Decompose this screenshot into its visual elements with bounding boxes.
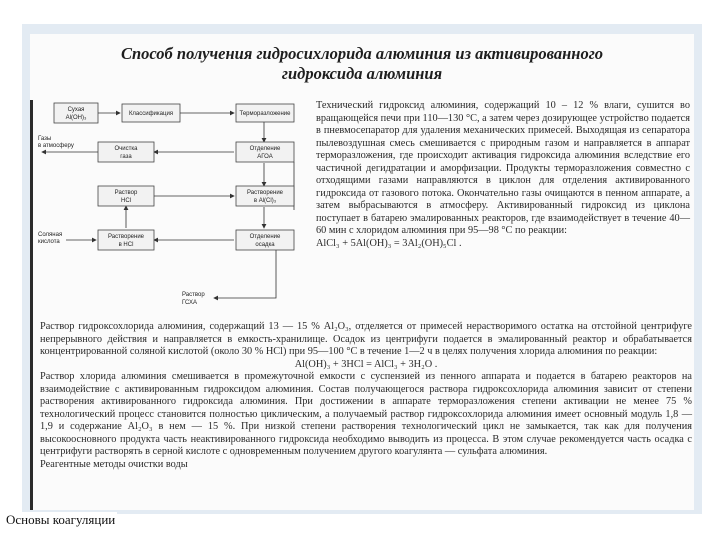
box-label: Раствор <box>114 190 138 196</box>
box-label: Сухая <box>67 107 85 113</box>
box-label: HCl <box>121 198 131 204</box>
box-label: Очистка <box>114 146 138 152</box>
box-label: Классификация <box>128 111 174 117</box>
flow-box-thermal-decomposition <box>236 104 294 122</box>
main-formula: Al(OH)₃ + 3HCl = AlCl₃ + 3H₂O . <box>294 358 438 370</box>
page-title <box>30 44 694 84</box>
side-paragraph <box>316 100 690 251</box>
box-label: в HCl <box>118 242 134 248</box>
title-line-2: гидроксида алюминия <box>281 64 443 83</box>
flow-box-dry-hydroxide <box>54 103 98 123</box>
box-label: Отделение <box>249 146 281 152</box>
box-label: Al(OH)₃ <box>65 115 87 121</box>
main-paragraph-2: Раствор хлорида алюминия смешивается в промежуточной емкости с суспензией из пенного аппарата и подается в батарею реакторов на взаимодействие с активированным гидроксидом алюминия. Состав получающегося раствора гидроксохлорида алюминия зависит от степени растворения активированного гидроксида алюминия. При достижении в аппарате терморазложения степени активации не менее 75 % технологический процесс становится полностью циклическим, а получаемый раствор гидроксохлорида алюминия имеет основный модуль 1,8 — 1,9 и содержание Al₂O₃ в нем — 15 %. При низкой степени растворения технологический цикл не замыкается, так как для получения высокоосновного продукта часть неактивированного гидроксида необходимо выводить из процесса. В этом случае рекомендуется часть осадка с центрифуги растворять в серной кислоте с одновременным получением другого коагулянта — сульфата алюминия. <box>40 371 692 458</box>
left-edge-bar <box>30 100 33 510</box>
footer-caption: Основы коагуляции <box>6 512 116 527</box>
box-label: Растворение <box>246 190 284 196</box>
main-paragraph-1: Раствор гидроксохлорида алюминия, содержащий 13 — 15 % Al₂O₃, отделяется от примесей нерастворимого остатка на отстойной центрифуге непрерывного действия и направляется в емкость-хранилище. Осадок из центрифуги подается в эмалированный реактор и обрабатывается концентрированной соляной кислотой (около 30 % HCl) при 95—100 °С в течение 1—2 ч в целях получения хлорида алюминия по реакции: <box>40 321 692 358</box>
flow-box-separation-agoa <box>236 142 294 162</box>
flow-box-hcl-solution <box>98 186 154 206</box>
cut-off-heading: Реагентные методы очистки воды <box>40 459 188 471</box>
label-gases-line1: Газы <box>38 136 52 142</box>
label-product-line2: ГСХА <box>182 300 197 306</box>
label-product-line1: Раствор <box>182 292 205 298</box>
title-line-1: Способ получения гидросихлорида алюминия из активированного <box>120 44 604 63</box>
side-paragraph-text: Технический гидроксид алюминия, содержащий 10 – 12 % влаги, сушится во вращающейся печи при 110—130 °С, а затем через дозирующее устройство подается в пневмосепаратор для удаления механических примесей. Выходящая из сепаратора пылевоздушная смесь смешивается с природным газом и направляется в аппарат терморазложения, где происходит активация гидроксида алюминия вследствие его частичной дегидратации и аморфизации. Продукты терморазложения совместно с отходящими газами направляются в циклон для отделения активированного гидроксида от газового потока. Окончательно газы очищаются в пенном аппарате, а затем выбрасываются в атмосферу. Активированный гидроксид из циклона поступает в батарею эмалированных реакторов, где взаимодействует в течение 40—60 мин с хлоридом алюминия при 95—98 °С по реакции: <box>316 100 690 237</box>
process-flow-diagram <box>32 100 310 310</box>
arrow-product <box>214 250 276 298</box>
box-label: Терморазложение <box>239 111 291 117</box>
box-label: Растворение <box>107 234 145 240</box>
main-text <box>40 321 692 472</box>
box-label: Отделение <box>249 234 281 240</box>
box-label: газа <box>120 154 132 160</box>
flow-box-dissolution-alcl3 <box>236 186 294 206</box>
document-page <box>30 34 694 510</box>
box-label: в Al(Cl)₃ <box>253 198 277 204</box>
label-gases-line2: в атмосферу <box>38 143 74 149</box>
flow-box-classification <box>122 104 180 122</box>
box-label: АГОА <box>257 154 273 160</box>
label-acid-line2: кислота <box>38 239 60 245</box>
flow-box-sediment-separation <box>236 230 294 250</box>
side-formula: AlCl₃ + 5Al(OH)₃ = 3Al₂(OH)₅Cl . <box>316 238 462 250</box>
box-label: осадка <box>255 242 275 248</box>
flow-box-gas-cleaning <box>98 142 154 162</box>
flow-box-dissolution-hcl <box>98 230 154 250</box>
label-acid-line1: Соляная <box>38 232 63 238</box>
